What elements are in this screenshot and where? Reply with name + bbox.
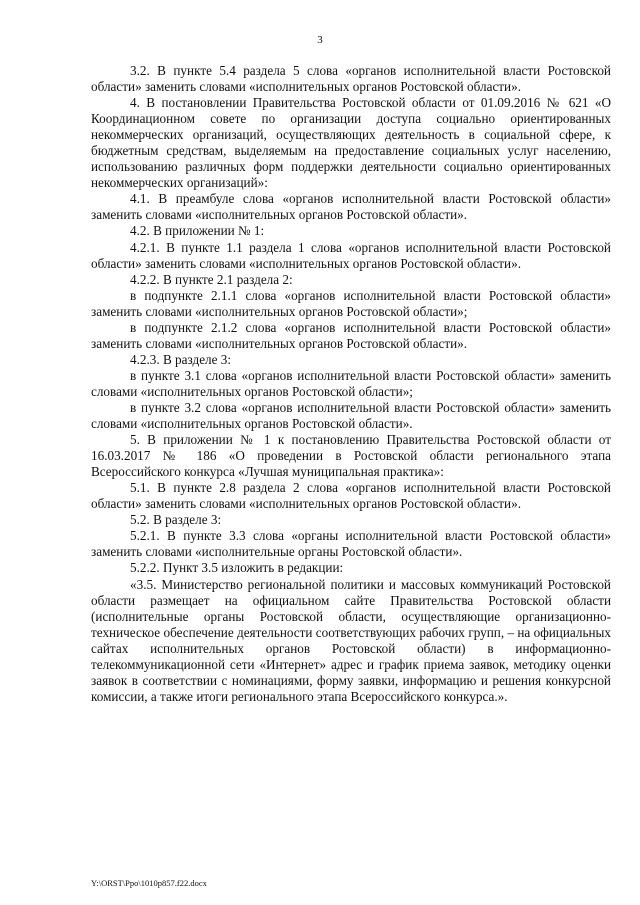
paragraph-3-2: 3.2. В пункте 5.4 раздела 5 слова «органов исполнительной власти Ростовской области» заменить словами «исполнительных органов Ростовской области».: [91, 63, 611, 95]
paragraph-5-2-1: 5.2.1. В пункте 3.3 слова «органы исполнительной власти Ростовской области» заменить словами «исполнительные органы Ростовской области».: [91, 528, 611, 560]
subparagraph-2-1-2: в подпункте 2.1.2 слова «органов исполнительной власти Ростовской области» заменить словами «исполнительных органов Ростовской области».: [91, 319, 611, 351]
paragraph-5-1: 5.1. В пункте 2.8 раздела 2 слова «органов исполнительной власти Ростовской области» заменить словами «исполнительных органов Ростовской области».: [91, 480, 611, 512]
paragraph-4-2: 4.2. В приложении № 1:: [130, 223, 265, 239]
quoted-item-3-5: «3.5. Министерство региональной политики и массовых коммуникаций Ростовской области размещает на официальном сайте Правительства Ростовской области (исполнительные органы Ростовской области, осуществляющие организационно-техническое обеспечение деятельности соответствующих рабочих групп, – на официальных сайтах исполнительных органов Ростовской области) в информационно-телекоммуникационной сети «Интернет» адрес и график приема заявок, методику оценки заявок в соответствии с номинациями, форму заявки, информацию и решения конкурсной комиссии, а также итоги регионального этапа Всероссийского конкурса.».: [91, 576, 611, 704]
page-number: 3: [317, 34, 323, 46]
item-3-1: в пункте 3.1 слова «органов исполнительной власти Ростовской области» заменить словами «исполнительных органов Ростовской области»;: [91, 367, 611, 399]
paragraph-5-2-2: 5.2.2. Пункт 3.5 изложить в редакции:: [130, 560, 344, 576]
paragraph-4-2-1: 4.2.1. В пункте 1.1 раздела 1 слова «органов исполнительной власти Ростовской области» заменить словами «исполнительных органов Ростовской области».: [91, 239, 611, 271]
paragraph-4-2-2: 4.2.2. В пункте 2.1 раздела 2:: [130, 271, 293, 287]
paragraph-4-1: 4.1. В преамбуле слова «органов исполнительной власти Ростовской области» заменить словами «исполнительных органов Ростовской области».: [91, 191, 611, 223]
paragraph-4: 4. В постановлении Правительства Ростовской области от 01.09.2016 № 621 «О Координационном совете по организации доступа социально ориентированных некоммерческих организаций, осуществляющих деятельность в социальной сфере, к бюджетным средствам, выделяемым на предоставление социальных услуг населению, использованию различных форм поддержки деятельности социально ориентированных некоммерческих организаций»:: [91, 95, 611, 191]
paragraph-4-2-3: 4.2.3. В разделе 3:: [130, 351, 232, 367]
subparagraph-2-1-1: в подпункте 2.1.1 слова «органов исполнительной власти Ростовской области» заменить словами «исполнительных органов Ростовской области»;: [91, 287, 611, 319]
document-body: [91, 63, 611, 705]
paragraph-5: 5. В приложении № 1 к постановлению Правительства Ростовской области от 16.03.2017 № 186 «О проведении в Ростовской области регионального этапа Всероссийского конкурса «Лучшая муниципальная практика»:: [91, 432, 611, 480]
footer-file-path: Y:\ORST\Ppo\1010p857.f22.docx: [91, 878, 207, 888]
item-3-2: в пункте 3.2 слова «органов исполнительной власти Ростовской области» заменить словами «исполнительных органов Ростовской области».: [91, 399, 611, 432]
paragraph-5-2: 5.2. В разделе 3:: [130, 512, 222, 528]
